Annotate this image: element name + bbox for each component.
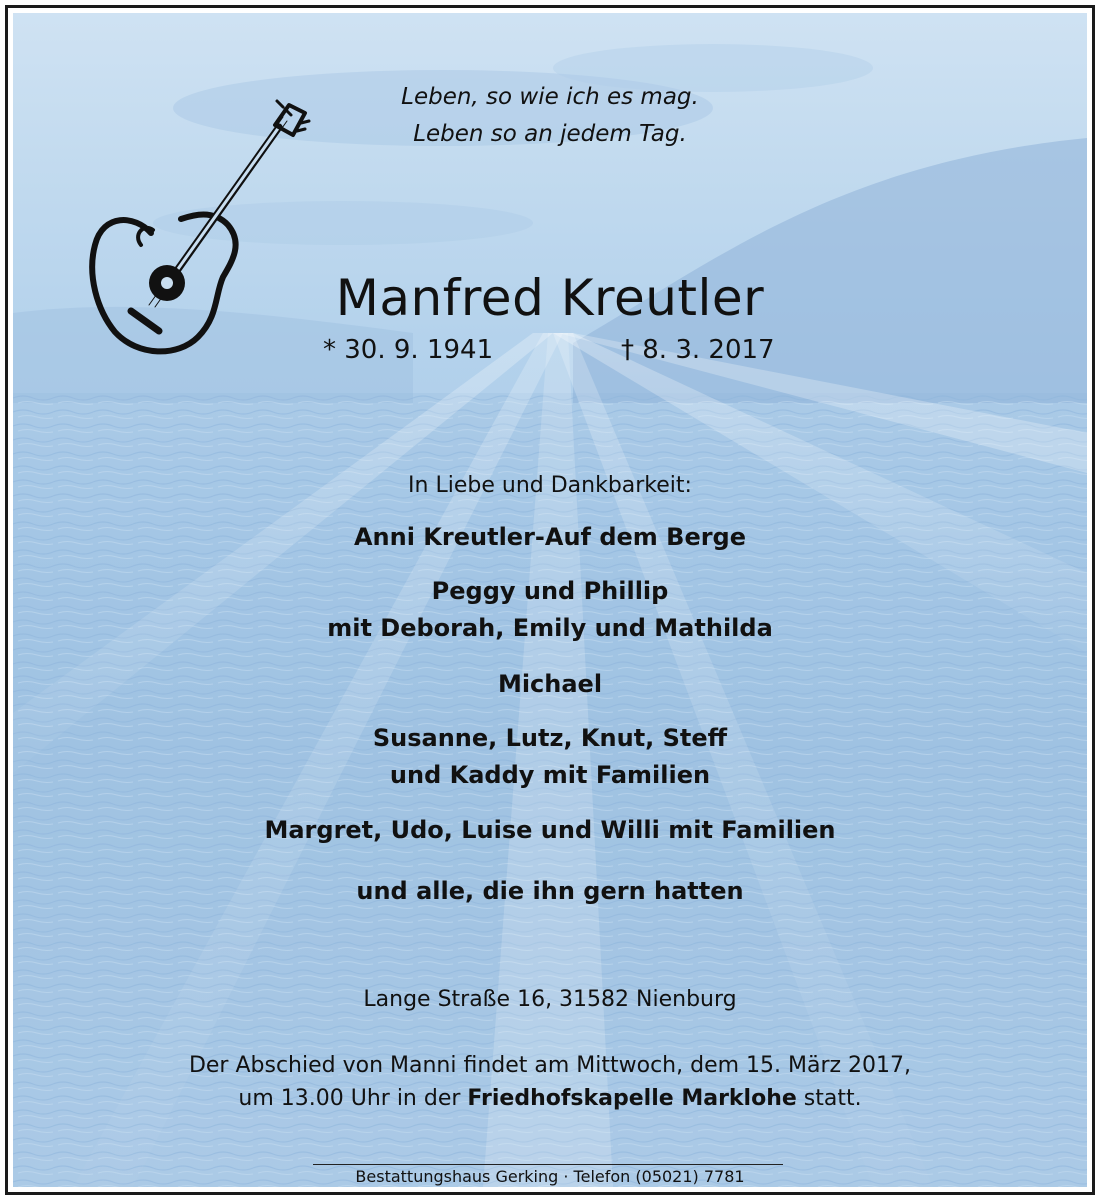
mourner-group-2a: Peggy und Phillip — [431, 577, 669, 605]
footer-divider — [313, 1164, 783, 1165]
mourner-group-6: und alle, die ihn gern hatten — [356, 877, 744, 905]
motto-line-1: Leben, so wie ich es mag. — [401, 84, 699, 110]
service-line-1: Der Abschied von Manni findet am Mittwoch, dem 15. März 2017, — [188, 1053, 912, 1078]
obituary-notice — [13, 13, 1087, 1187]
death-date: † 8. 3. 2017 — [621, 335, 775, 365]
deceased-name: Manfred Kreutler — [335, 269, 765, 327]
mourner-group-5: Margret, Udo, Luise und Willi mit Familien — [264, 816, 836, 844]
service-end: statt. — [796, 1086, 862, 1111]
birth-date: * 30. 9. 1941 — [323, 335, 494, 365]
address: Lange Straße 16, 31582 Nienburg — [363, 987, 737, 1012]
funeral-home-footer: Bestattungshaus Gerking · Telefon (05021) 7781 — [355, 1167, 745, 1186]
service-line-2 — [13, 1086, 1087, 1111]
mourner-group-1: Anni Kreutler-Auf dem Berge — [353, 523, 747, 551]
mourner-group-2b: mit Deborah, Emily und Mathilda — [327, 614, 773, 642]
intro-text: In Liebe und Dankbarkeit: — [408, 473, 692, 498]
service-place: Friedhofskapelle Marklohe — [467, 1086, 797, 1111]
service-time: um 13.00 Uhr in der — [238, 1086, 468, 1111]
mourner-group-4b: und Kaddy mit Familien — [389, 761, 711, 789]
motto-line-2: Leben so an jedem Tag. — [413, 121, 687, 147]
mourner-group-4a: Susanne, Lutz, Knut, Steff — [372, 724, 728, 752]
mourner-group-3: Michael — [497, 670, 603, 698]
